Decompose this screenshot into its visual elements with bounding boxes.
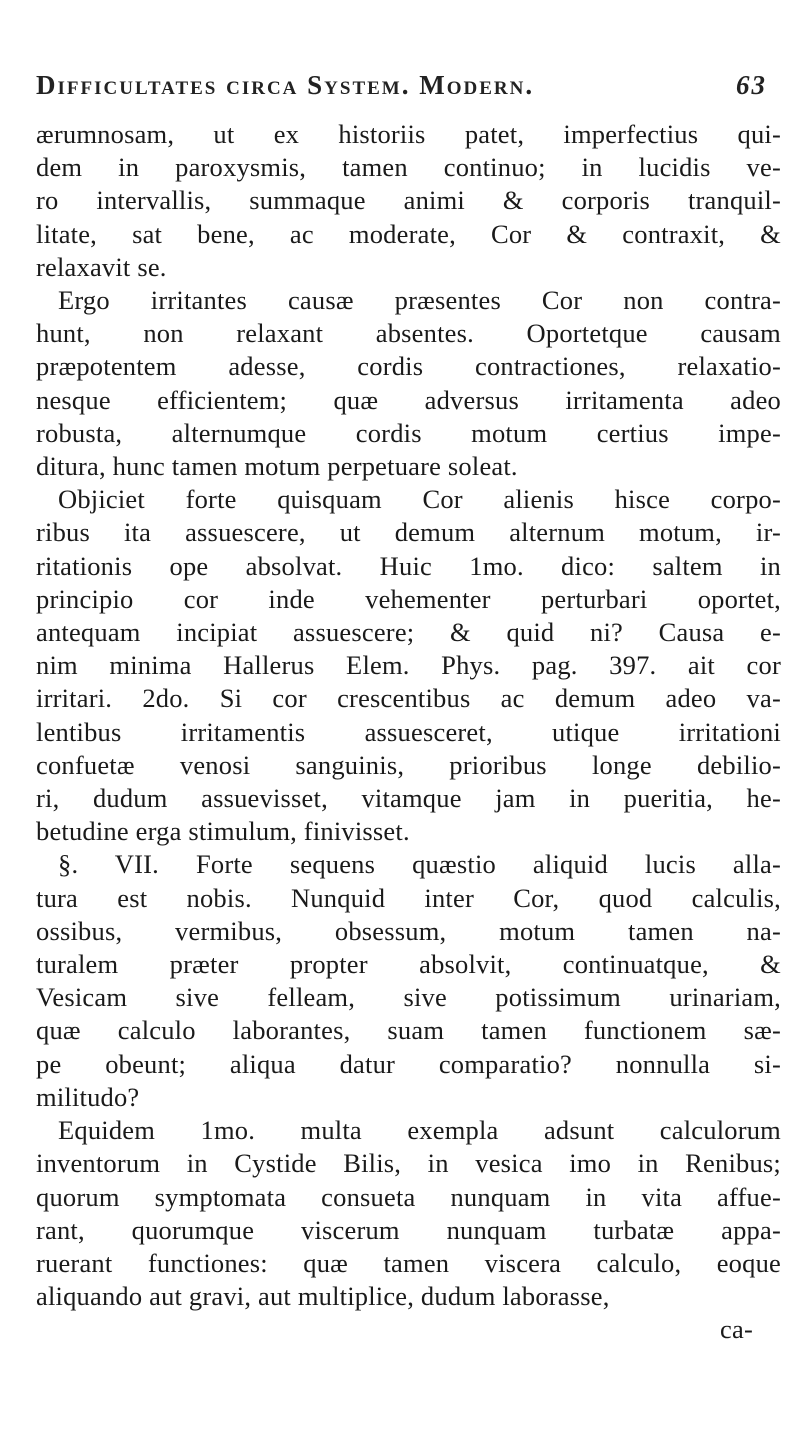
text-line: antequam incipiat assuescere; & quid ni? Causa e- [36,617,781,648]
text-line: militudo? [36,1081,140,1112]
text-line: Equidem 1mo. multa exempla adsunt calculorum [58,1115,781,1146]
text-line: irritari. 2do. Si cor crescentibus ac demum adeo va- [36,683,781,714]
text-line: dem in paroxysmis, tamen continuo; in lucidis ve- [36,152,781,183]
page-number: 63 [736,70,767,100]
text-line: ro intervallis, summaque animi & corporis tranquil- [36,185,781,216]
body-text [36,118,781,1347]
text-line: præpotentem adesse, cordis contractiones, relaxatio- [36,351,781,382]
text-line: Objiciet forte quisquam Cor alienis hisce corpo- [58,484,781,515]
text-line: litate, sat bene, ac moderate, Cor & contraxit, & [36,218,781,249]
text-line: ærumnosam, ut ex historiis patet, imperfectius qui- [36,119,781,149]
text-line: inventorum in Cystide Bilis, in vesica imo in Renibus; [36,1148,781,1179]
text-line: ruerant functiones: quæ tamen viscera calculo, eoque [36,1247,781,1278]
text-line: ditura, hunc tamen motum perpetuare soleat. [36,451,518,482]
text-line: ri, dudum assuevisset, vitamque jam in pueritia, he- [36,783,781,814]
text-line: hunt, non relaxant absentes. Oportetque causam [36,318,781,349]
text-line: tura est nobis. Nunquid inter Cor, quod calculis, [36,882,781,913]
text-line: ossibus, vermibus, obsessum, motum tamen na- [36,915,781,946]
text-line: ritationis ope absolvat. Huic 1mo. dico: saltem in [36,550,781,581]
text-line: turalem præter propter absolvit, continuatque, & [36,949,781,980]
text-line: Vesicam sive felleam, sive potissimum urinariam, [36,982,781,1013]
text-line: aliquando aut gravi, aut multiplice, dudum laborasse, [36,1281,610,1312]
text-line: quorum symptomata consueta nunquam in vita affue- [36,1181,781,1212]
catchword: ca- [720,1314,753,1345]
text-line: rant, quorumque viscerum nunquam turbatæ appa- [36,1214,781,1245]
text-line: robusta, alternumque cordis motum certius impe- [36,417,781,448]
text-line: pe obeunt; aliqua datur comparatio? nonnulla si- [36,1048,781,1079]
text-line: betudine erga stimulum, finivisset. [36,816,410,847]
text-line: lentibus irritamentis assuesceret, utique irritationi [36,716,781,747]
running-head-title: Difficultates circa System. Modern. [36,70,535,100]
text-line: §. VII. Forte sequens quæstio aliquid lucis alla- [58,849,781,880]
text-line: nesque efficientem; quæ adversus irritamenta adeo [36,384,781,415]
text-line: principio cor inde vehementer perturbari oportet, [36,583,781,614]
text-line: nim minima Hallerus Elem. Phys. pag. 397. ait cor [36,650,781,681]
text-line: quæ calculo laborantes, suam tamen functionem sæ- [36,1015,781,1046]
text-line: ribus ita assuescere, ut demum alternum motum, ir- [36,517,781,548]
text-line: relaxavit se. [36,251,167,282]
text-line: confuetæ venosi sanguinis, prioribus longe debilio- [36,749,781,780]
running-head [36,70,781,118]
text-line: Ergo irritantes causæ præsentes Cor non contra- [58,285,781,316]
